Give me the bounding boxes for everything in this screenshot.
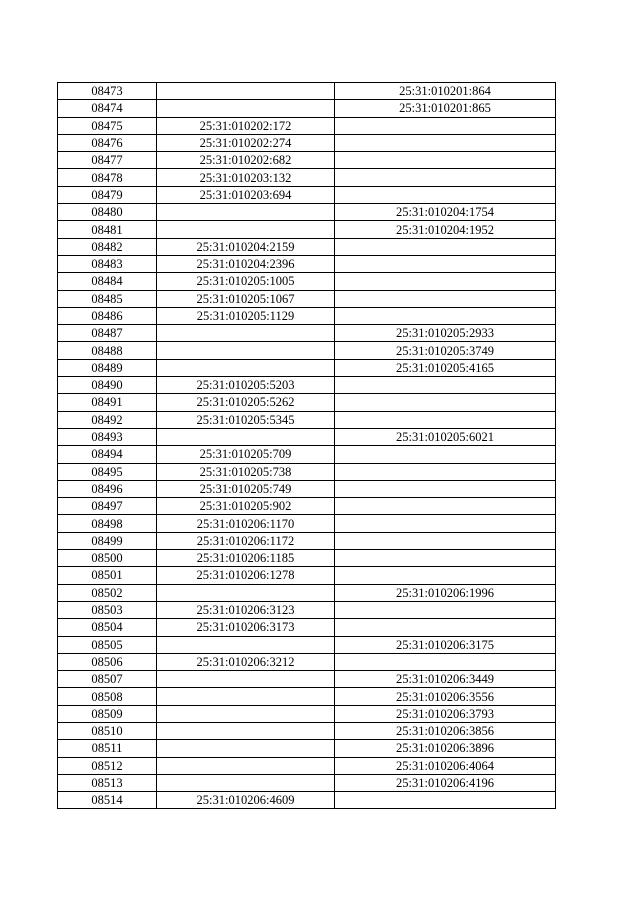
- cadastral-number-cell-left: 25:31:010205:5262: [157, 394, 335, 411]
- cadastral-number-cell-left: [157, 221, 335, 238]
- cadastral-number-cell-left: [157, 740, 335, 757]
- row-number-cell: 08509: [58, 705, 157, 722]
- row-number-cell: 08481: [58, 221, 157, 238]
- cadastral-number-cell-right: 25:31:010206:3556: [335, 688, 556, 705]
- table-row: [58, 342, 556, 359]
- cadastral-number-cell-left: 25:31:010205:749: [157, 480, 335, 497]
- cadastral-number-cell-left: [157, 342, 335, 359]
- cadastral-number-cell-right: 25:31:010206:3896: [335, 740, 556, 757]
- cadastral-number-cell-right: [335, 653, 556, 670]
- table-row: [58, 550, 556, 567]
- row-number-cell: 08476: [58, 134, 157, 151]
- cadastral-number-cell-right: [335, 498, 556, 515]
- cadastral-number-cell-left: 25:31:010205:1005: [157, 273, 335, 290]
- cadastral-number-cell-left: [157, 722, 335, 739]
- cadastral-number-cell-left: 25:31:010205:902: [157, 498, 335, 515]
- table-row: [58, 359, 556, 376]
- cadastral-number-cell-left: 25:31:010205:1129: [157, 307, 335, 324]
- table-row: [58, 636, 556, 653]
- row-number-cell: 08490: [58, 377, 157, 394]
- cadastral-number-cell-left: [157, 359, 335, 376]
- table-row: [58, 100, 556, 117]
- cadastral-number-cell-right: [335, 169, 556, 186]
- row-number-cell: 08483: [58, 255, 157, 272]
- row-number-cell: 08501: [58, 567, 157, 584]
- cadastral-number-cell-right: [335, 307, 556, 324]
- cadastral-number-cell-left: [157, 428, 335, 445]
- cadastral-number-cell-left: 25:31:010202:274: [157, 134, 335, 151]
- row-number-cell: 08478: [58, 169, 157, 186]
- cadastral-number-cell-left: [157, 671, 335, 688]
- cadastral-number-cell-left: 25:31:010206:3212: [157, 653, 335, 670]
- cadastral-number-cell-right: [335, 446, 556, 463]
- cadastral-number-cell-right: 25:31:010201:864: [335, 83, 556, 100]
- table-row: [58, 671, 556, 688]
- table-row: [58, 255, 556, 272]
- table-row: [58, 290, 556, 307]
- row-number-cell: 08500: [58, 550, 157, 567]
- cadastral-number-cell-right: 25:31:010206:3449: [335, 671, 556, 688]
- table-row: [58, 83, 556, 100]
- table-row: [58, 204, 556, 221]
- cadastral-number-cell-left: [157, 584, 335, 601]
- table-row: [58, 186, 556, 203]
- row-number-cell: 08514: [58, 792, 157, 809]
- cadastral-number-cell-right: 25:31:010205:2933: [335, 325, 556, 342]
- cadastral-number-cell-right: 25:31:010205:3749: [335, 342, 556, 359]
- row-number-cell: 08507: [58, 671, 157, 688]
- table-row: [58, 221, 556, 238]
- cadastral-table: [57, 82, 556, 809]
- row-number-cell: 08473: [58, 83, 157, 100]
- table-row: [58, 307, 556, 324]
- cadastral-number-cell-left: 25:31:010206:3173: [157, 619, 335, 636]
- table-row: [58, 238, 556, 255]
- cadastral-number-cell-left: [157, 757, 335, 774]
- table-row: [58, 273, 556, 290]
- cadastral-number-cell-right: 25:31:010204:1754: [335, 204, 556, 221]
- cadastral-number-cell-right: [335, 290, 556, 307]
- cadastral-number-cell-left: [157, 83, 335, 100]
- cadastral-number-cell-right: 25:31:010201:865: [335, 100, 556, 117]
- row-number-cell: 08492: [58, 411, 157, 428]
- table-body: [58, 83, 556, 809]
- row-number-cell: 08495: [58, 463, 157, 480]
- table-row: [58, 394, 556, 411]
- row-number-cell: 08503: [58, 601, 157, 618]
- row-number-cell: 08487: [58, 325, 157, 342]
- cadastral-number-cell-left: 25:31:010203:132: [157, 169, 335, 186]
- row-number-cell: 08485: [58, 290, 157, 307]
- table-row: [58, 722, 556, 739]
- row-number-cell: 08511: [58, 740, 157, 757]
- row-number-cell: 08474: [58, 100, 157, 117]
- cadastral-number-cell-left: 25:31:010206:1170: [157, 515, 335, 532]
- row-number-cell: 08510: [58, 722, 157, 739]
- row-number-cell: 08486: [58, 307, 157, 324]
- cadastral-number-cell-right: [335, 186, 556, 203]
- table-row: [58, 498, 556, 515]
- row-number-cell: 08499: [58, 532, 157, 549]
- cadastral-number-cell-right: [335, 601, 556, 618]
- table-row: [58, 325, 556, 342]
- cadastral-number-cell-right: [335, 792, 556, 809]
- cadastral-number-cell-left: [157, 774, 335, 791]
- row-number-cell: 08489: [58, 359, 157, 376]
- cadastral-number-cell-left: [157, 636, 335, 653]
- cadastral-number-cell-right: [335, 117, 556, 134]
- cadastral-number-cell-right: [335, 515, 556, 532]
- table-row: [58, 169, 556, 186]
- table-row: [58, 411, 556, 428]
- cadastral-number-cell-right: [335, 134, 556, 151]
- cadastral-number-cell-right: 25:31:010205:4165: [335, 359, 556, 376]
- row-number-cell: 08504: [58, 619, 157, 636]
- cadastral-number-cell-right: [335, 619, 556, 636]
- cadastral-number-cell-left: 25:31:010206:1278: [157, 567, 335, 584]
- row-number-cell: 08482: [58, 238, 157, 255]
- table-row: [58, 532, 556, 549]
- cadastral-number-cell-left: 25:31:010206:3123: [157, 601, 335, 618]
- row-number-cell: 08484: [58, 273, 157, 290]
- cadastral-number-cell-left: [157, 100, 335, 117]
- cadastral-number-cell-left: 25:31:010206:1185: [157, 550, 335, 567]
- cadastral-number-cell-left: [157, 688, 335, 705]
- cadastral-number-cell-right: [335, 152, 556, 169]
- cadastral-number-cell-right: [335, 532, 556, 549]
- cadastral-number-cell-right: 25:31:010206:3175: [335, 636, 556, 653]
- table-row: [58, 428, 556, 445]
- cadastral-number-cell-right: 25:31:010206:4064: [335, 757, 556, 774]
- cadastral-number-cell-left: 25:31:010205:709: [157, 446, 335, 463]
- cadastral-number-cell-right: 25:31:010206:3793: [335, 705, 556, 722]
- cadastral-number-cell-left: 25:31:010202:682: [157, 152, 335, 169]
- row-number-cell: 08498: [58, 515, 157, 532]
- table-row: [58, 688, 556, 705]
- cadastral-number-cell-left: 25:31:010206:4609: [157, 792, 335, 809]
- table-row: [58, 515, 556, 532]
- row-number-cell: 08496: [58, 480, 157, 497]
- cadastral-number-cell-left: 25:31:010205:738: [157, 463, 335, 480]
- cadastral-number-cell-right: 25:31:010206:1996: [335, 584, 556, 601]
- cadastral-number-cell-left: [157, 705, 335, 722]
- row-number-cell: 08512: [58, 757, 157, 774]
- table-row: [58, 740, 556, 757]
- cadastral-number-cell-right: [335, 463, 556, 480]
- row-number-cell: 08493: [58, 428, 157, 445]
- table-row: [58, 463, 556, 480]
- cadastral-number-cell-right: 25:31:010204:1952: [335, 221, 556, 238]
- row-number-cell: 08506: [58, 653, 157, 670]
- row-number-cell: 08494: [58, 446, 157, 463]
- table-row: [58, 705, 556, 722]
- cadastral-number-cell-left: 25:31:010206:1172: [157, 532, 335, 549]
- table-row: [58, 377, 556, 394]
- cadastral-number-cell-right: [335, 273, 556, 290]
- table-row: [58, 601, 556, 618]
- row-number-cell: 08491: [58, 394, 157, 411]
- table-row: [58, 619, 556, 636]
- cadastral-number-cell-left: 25:31:010204:2396: [157, 255, 335, 272]
- cadastral-number-cell-right: [335, 480, 556, 497]
- row-number-cell: 08479: [58, 186, 157, 203]
- cadastral-number-cell-left: [157, 325, 335, 342]
- cadastral-number-cell-left: 25:31:010205:5203: [157, 377, 335, 394]
- table-row: [58, 792, 556, 809]
- cadastral-number-cell-right: [335, 550, 556, 567]
- row-number-cell: 08513: [58, 774, 157, 791]
- cadastral-number-cell-left: 25:31:010205:1067: [157, 290, 335, 307]
- table-row: [58, 480, 556, 497]
- cadastral-number-cell-right: [335, 255, 556, 272]
- table-row: [58, 567, 556, 584]
- table-row: [58, 584, 556, 601]
- cadastral-number-cell-left: 25:31:010204:2159: [157, 238, 335, 255]
- row-number-cell: 08505: [58, 636, 157, 653]
- cadastral-number-cell-right: 25:31:010206:3856: [335, 722, 556, 739]
- row-number-cell: 08508: [58, 688, 157, 705]
- cadastral-number-cell-right: 25:31:010205:6021: [335, 428, 556, 445]
- table-row: [58, 446, 556, 463]
- table-row: [58, 152, 556, 169]
- cadastral-number-cell-right: 25:31:010206:4196: [335, 774, 556, 791]
- row-number-cell: 08488: [58, 342, 157, 359]
- row-number-cell: 08480: [58, 204, 157, 221]
- cadastral-number-cell-right: [335, 377, 556, 394]
- cadastral-number-cell-right: [335, 411, 556, 428]
- cadastral-number-cell-right: [335, 238, 556, 255]
- table-row: [58, 757, 556, 774]
- cadastral-number-cell-right: [335, 394, 556, 411]
- table-row: [58, 774, 556, 791]
- row-number-cell: 08475: [58, 117, 157, 134]
- cadastral-number-cell-left: 25:31:010203:694: [157, 186, 335, 203]
- row-number-cell: 08477: [58, 152, 157, 169]
- table-row: [58, 117, 556, 134]
- row-number-cell: 08497: [58, 498, 157, 515]
- table-row: [58, 653, 556, 670]
- cadastral-number-cell-left: 25:31:010202:172: [157, 117, 335, 134]
- table-row: [58, 134, 556, 151]
- row-number-cell: 08502: [58, 584, 157, 601]
- cadastral-number-cell-right: [335, 567, 556, 584]
- cadastral-number-cell-left: [157, 204, 335, 221]
- cadastral-number-cell-left: 25:31:010205:5345: [157, 411, 335, 428]
